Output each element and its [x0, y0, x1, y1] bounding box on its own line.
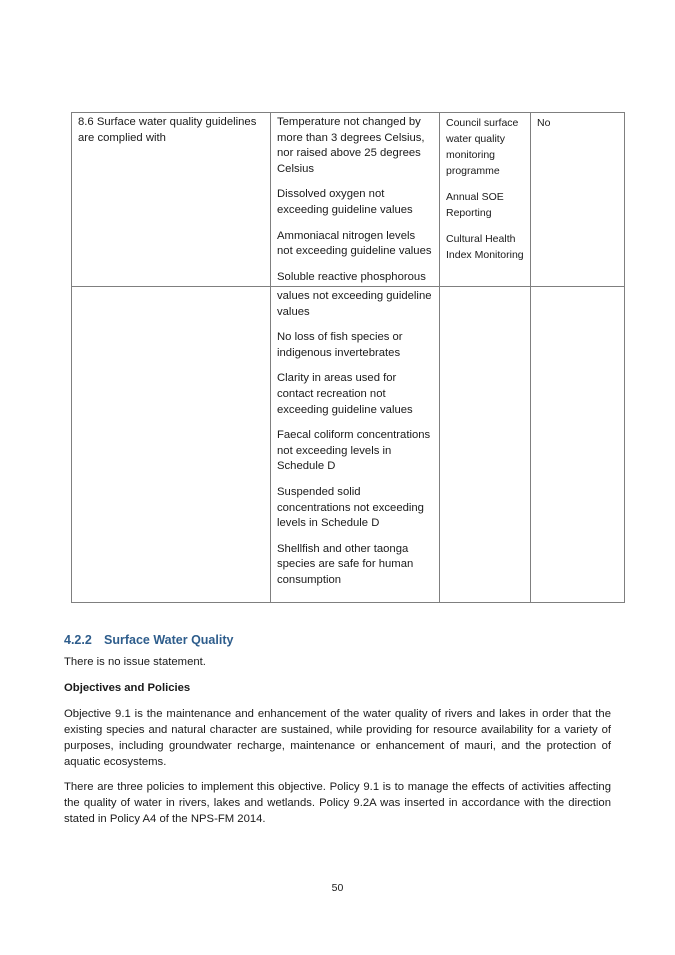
indicator-item: Soluble reactive phosphorous [277, 270, 426, 283]
issue-statement: There is no issue statement. [64, 656, 206, 668]
monitoring-cell [440, 113, 531, 287]
monitoring-item: Council surface water quality monitoring programme [446, 117, 519, 177]
page-number: 50 [331, 882, 344, 894]
table-row [72, 113, 625, 287]
indicator-item: Shellfish and other taonga species are safe for human consumption [277, 542, 414, 586]
indicator-item: Ammoniacal nitrogen levels not exceeding guideline values [277, 229, 432, 258]
monitoring-cell-empty [440, 287, 531, 603]
monitoring-item: Cultural Health Index Monitoring [446, 233, 524, 261]
objective-cell: 8.6 Surface water quality guidelines are complied with [72, 113, 271, 287]
indicator-item: Dissolved oxygen not exceeding guideline values [277, 188, 413, 216]
monitoring-item: Annual SOE Reporting [446, 191, 504, 219]
indicator-item: Faecal coliform concentrations not exceeding levels in Schedule D [277, 429, 431, 473]
status-cell-empty [531, 287, 625, 603]
body-paragraph: Objective 9.1 is the maintenance and enhancement of the water quality of rivers and lakes in order that the existing species and natural character are sustained, while providing for resource availability for a variety of purposes, including groundwater recharge, maintenance or enhancement of mauri, and the protection of aquatic ecosystems. [64, 708, 611, 768]
body-paragraph: There are three policies to implement this objective. Policy 9.1 is to manage the effects of activities affecting the quality of water in rivers, lakes and wetlands. Policy 9.2A was inserted in accordance with the direction stated in Policy A4 of the NPS-FM 2014. [64, 781, 611, 825]
objective-cell-empty [72, 287, 271, 603]
table-row [72, 287, 625, 603]
indicator-item: Suspended solid concentrations not exceeding levels in Schedule D [277, 485, 424, 530]
indicator-item: Temperature not changed by more than 3 degrees Celsius, nor raised above 25 degrees Celsius [277, 116, 425, 175]
section-number: 4.2.2 [64, 633, 92, 647]
section-title: Surface Water Quality [104, 633, 234, 647]
monitoring-table [71, 112, 625, 603]
indicator-item: values not exceeding guideline values [277, 290, 432, 318]
indicator-item: No loss of fish species or indigenous invertebrates [277, 331, 403, 359]
indicators-cell [271, 287, 440, 603]
indicators-cell [271, 113, 440, 287]
section-heading [64, 633, 233, 647]
indicator-item: Clarity in areas used for contact recreation not exceeding guideline values [277, 372, 413, 416]
subheading: Objectives and Policies [64, 682, 191, 694]
status-cell: No [531, 113, 625, 287]
